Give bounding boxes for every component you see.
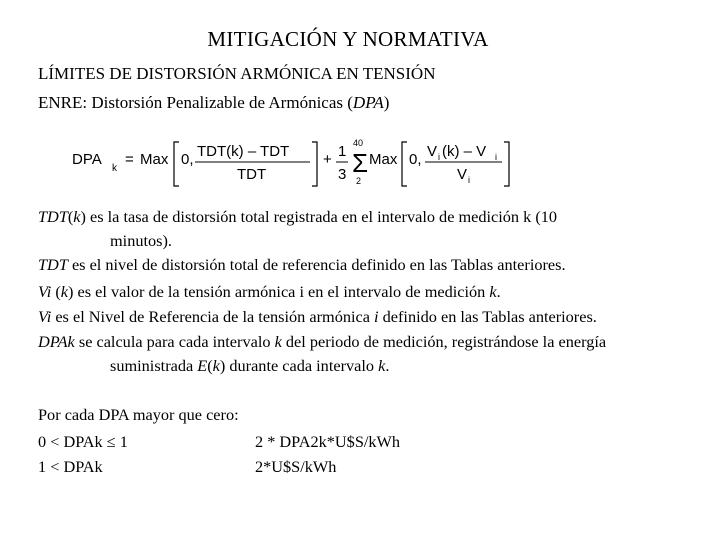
formula-frac-den: 3 <box>338 166 347 183</box>
formula-sum-lower: 2 <box>356 176 362 186</box>
def4-i: i <box>374 307 379 326</box>
def5-k2: k <box>212 355 220 375</box>
formula-zero2: 0, <box>409 151 422 168</box>
formula-sigma: Σ <box>352 148 369 178</box>
formula-frac-num: 1 <box>338 143 347 160</box>
def5-term: DPAk <box>38 332 75 351</box>
formula-den2-i: i <box>468 175 470 185</box>
formula-num2-rest: (k) – V <box>442 143 487 160</box>
def2-text: es el nivel de distorsión total de referencia definido en las Tablas anteriores. <box>67 255 566 274</box>
subtitle-enre-abbr: DPA <box>352 93 384 112</box>
definition-tdt <box>38 253 688 277</box>
subtitle-limits: LÍMITES DE DISTORSIÓN ARMÓNICA EN TENSIÓN <box>38 64 436 83</box>
def1-text: ) es la tasa de distorsión total registrada en el intervalo de medición k (10 <box>80 207 558 226</box>
def5-text: se calcula para cada intervalo <box>74 332 275 351</box>
penalty-row1-condition: 0 < DPAk ≤ 1 <box>38 432 128 451</box>
def1-k: k <box>73 207 81 226</box>
formula-equals: = <box>125 151 134 168</box>
def5-end: . <box>385 355 390 375</box>
formula-bracket-right-1 <box>312 142 317 186</box>
def5-k3: k <box>378 355 386 375</box>
def5-text3: suministrada <box>110 355 198 375</box>
def4-end: definido en las Tablas anteriores. <box>378 307 597 326</box>
formula-max2: Max <box>369 151 398 168</box>
penalty-row2-value: 2*U$S/kWh <box>255 457 337 476</box>
formula-bracket-left-1 <box>174 142 179 186</box>
def1-term: TDT <box>38 207 68 226</box>
subtitle-enre-suffix: ) <box>383 93 390 112</box>
penalty-row2-condition: 1 < DPAk <box>38 457 103 476</box>
formula-zero1: 0, <box>181 151 194 168</box>
definition-tdt-k <box>38 205 688 252</box>
definition-vi-k <box>38 280 688 304</box>
formula-bracket-left-2 <box>402 142 407 186</box>
def3-term: Vi <box>38 282 52 301</box>
subtitle-enre-prefix: ENRE: Distorsión Penalizable de Armónicas ( <box>38 93 353 112</box>
def3-end: . <box>496 282 501 301</box>
def5-continuation <box>38 356 389 375</box>
def3-k2: k <box>489 282 497 301</box>
def3-text: ) es el valor de la tensión armónica i en el intervalo de medición <box>68 282 490 301</box>
def4-text: es el Nivel de Referencia de la tensión armónica <box>51 307 375 326</box>
definition-dpak <box>38 330 688 377</box>
formula-lhs: DPA <box>72 151 102 168</box>
formula-plus: + <box>323 151 332 168</box>
formula-den2-v: V <box>457 166 468 183</box>
page-title: MITIGACIÓN Y NORMATIVA <box>207 27 489 51</box>
formula-num2-i2: i <box>495 152 497 162</box>
formula-num1: TDT(k) – TDT <box>197 143 290 160</box>
subtitle-enre <box>38 93 389 113</box>
def5-text4: ) durante cada intervalo <box>219 355 379 375</box>
formula-bracket-right-2 <box>504 142 509 186</box>
formula-num2-v: V <box>427 143 438 160</box>
penalty-row1-value: 2 * DPA2k*U$S/kWh <box>255 432 401 451</box>
def5-e: E <box>197 355 208 375</box>
def1-continuation: minutos). <box>110 230 172 250</box>
def2-term: TDT <box>38 255 68 274</box>
formula-sum-upper: 40 <box>353 138 364 148</box>
definition-vi <box>38 305 688 329</box>
formula-num2-i: i <box>438 152 440 162</box>
def3-paren: ( <box>51 282 61 301</box>
dpa-formula <box>72 134 522 194</box>
def4-term: Vi <box>38 307 52 326</box>
penalty-heading: Por cada DPA mayor que cero: <box>38 405 239 424</box>
formula-den1: TDT <box>237 166 267 183</box>
def1-paren: ( <box>67 207 74 226</box>
def5-paren: ( <box>207 355 213 375</box>
def5-text2: del periodo de medición, registrándose la energía <box>281 332 607 351</box>
formula-max1: Max <box>140 151 169 168</box>
formula-lhs-sub: k <box>112 163 117 174</box>
def5-k: k <box>274 332 282 351</box>
def3-k: k <box>60 282 68 301</box>
